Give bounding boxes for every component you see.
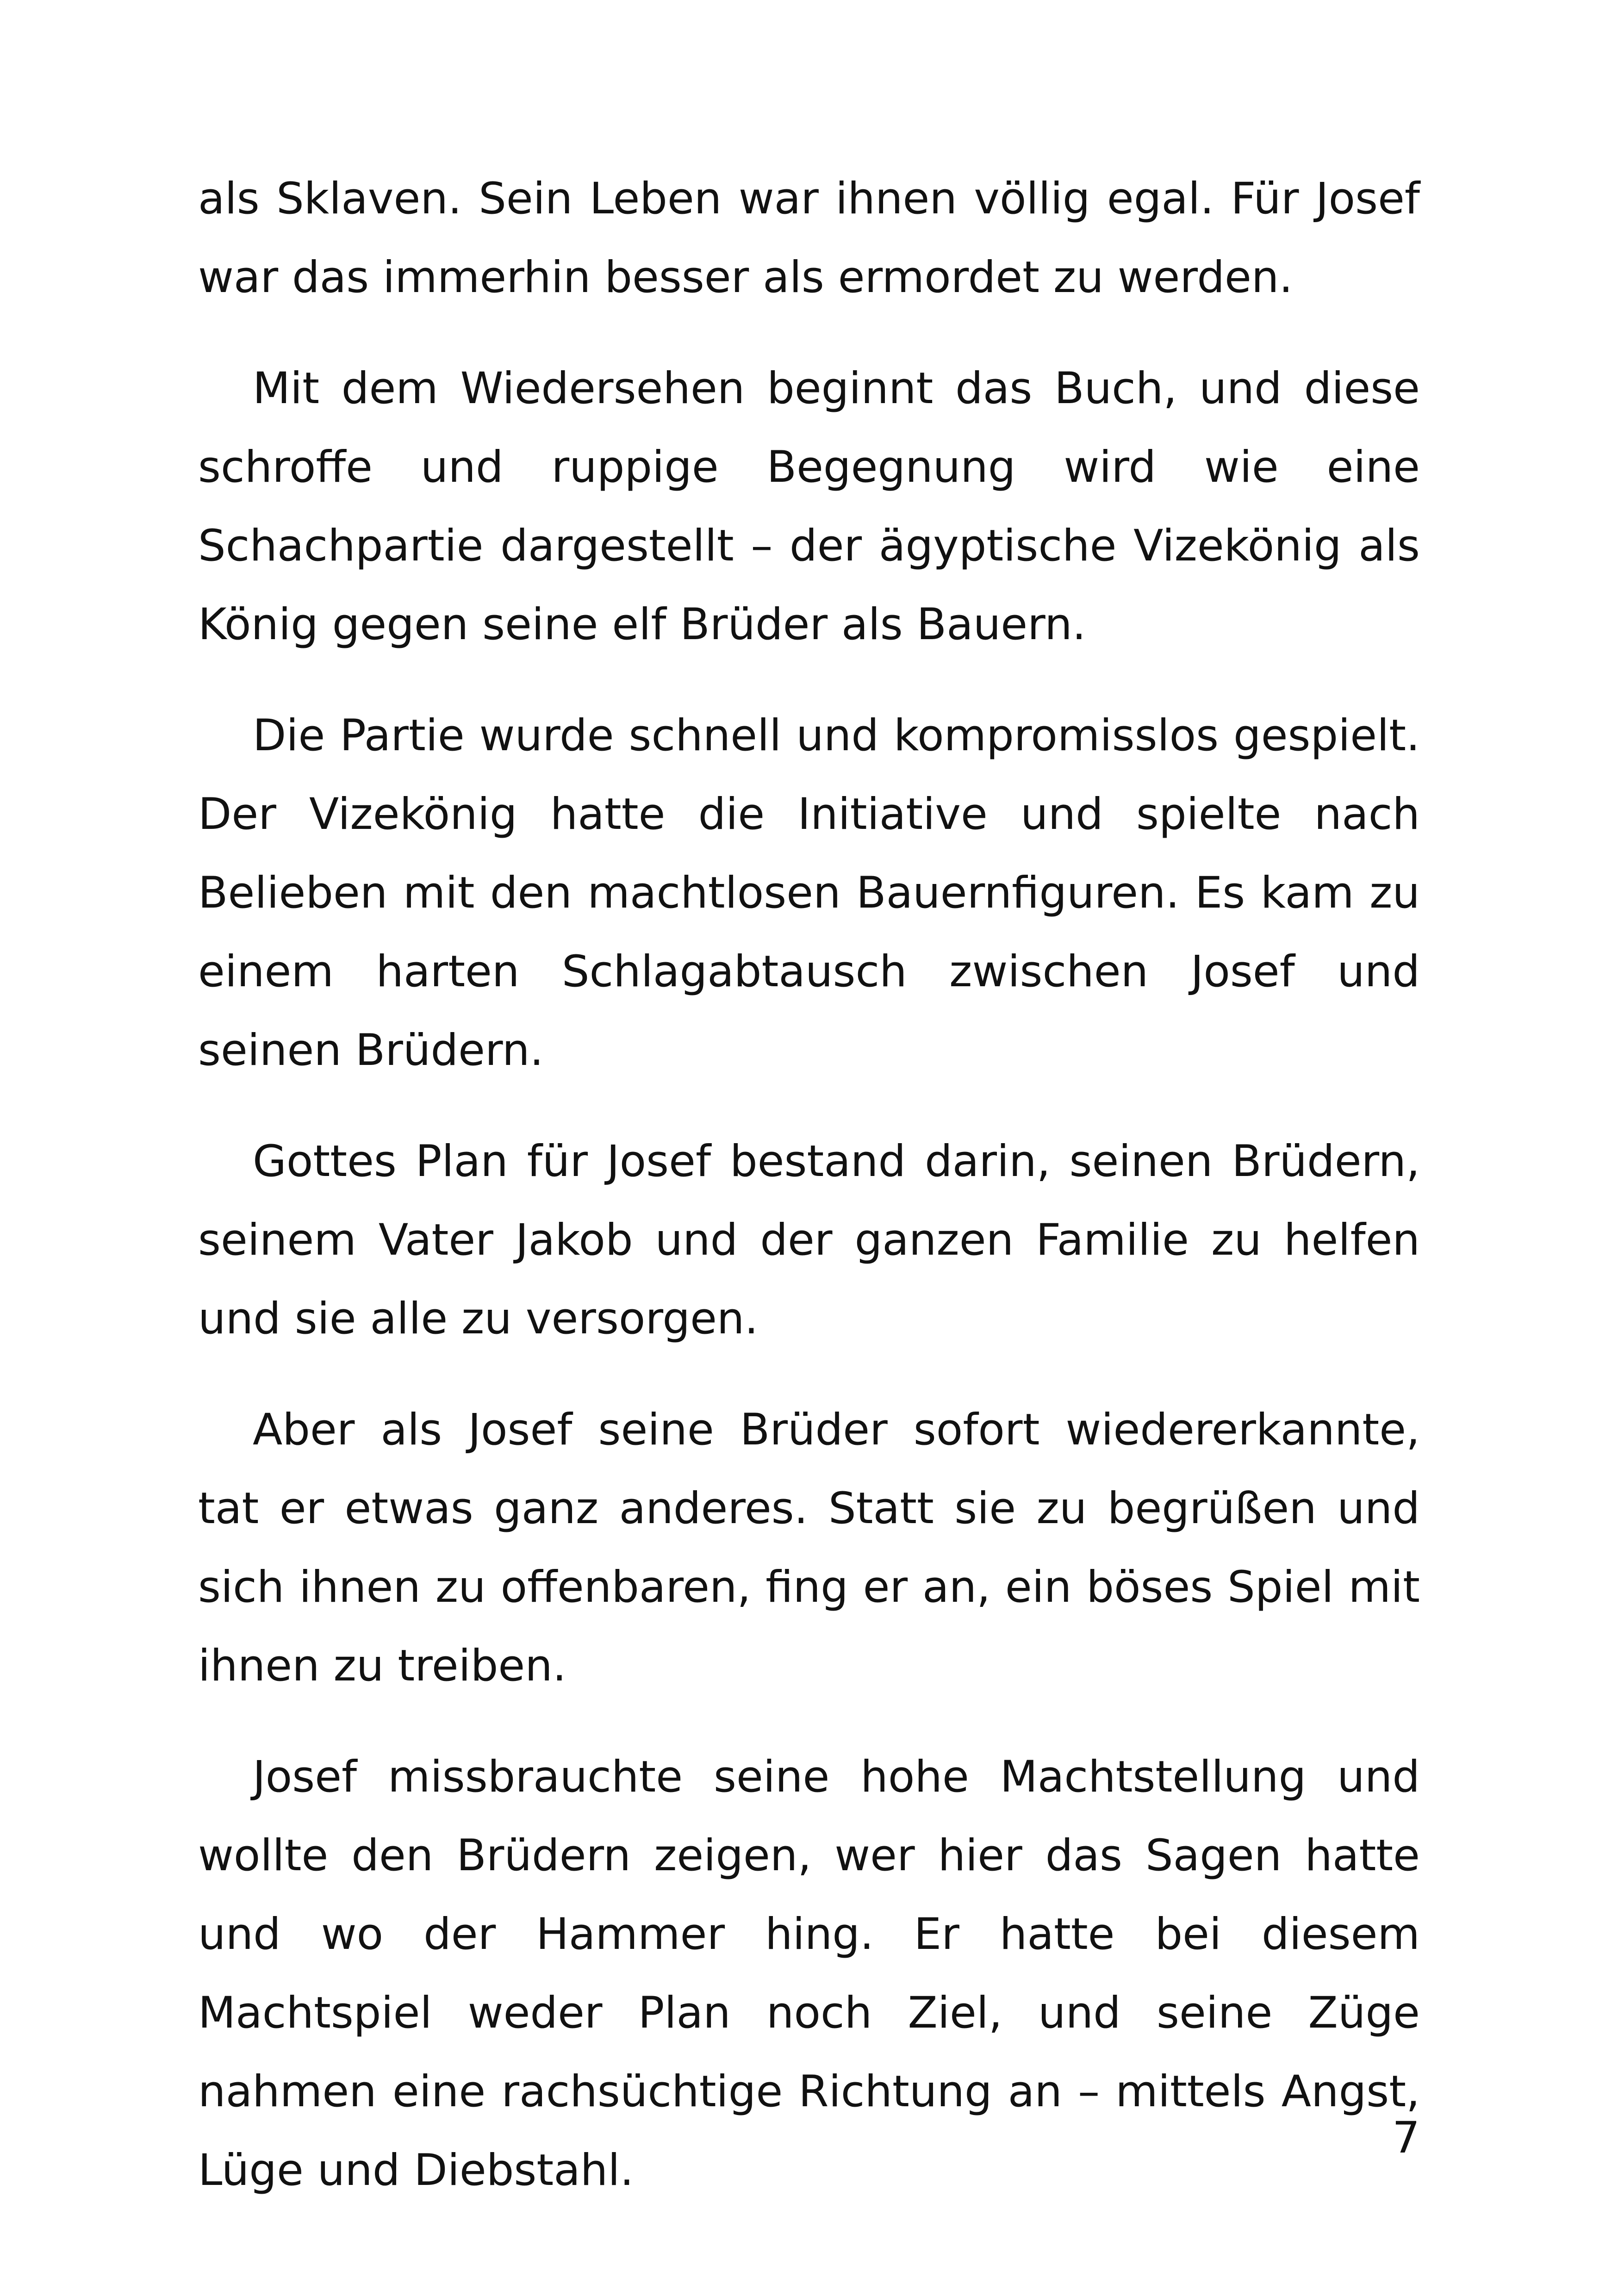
paragraph-wiedersehen: Mit dem Wiedersehen beginnt das Buch, und diese schroffe und ruppige Begegnung wird wie eine Schachpartie dargestellt – der ägyptische Vizekönig als König gegen seine elf Brüder als Bauern.	[198, 363, 1420, 650]
paragraph-machtstellung: Josef missbrauchte seine hohe Machtstellung und wollte den Brüdern zeigen, wer hier das Sagen hatte und wo der Hammer hing. Er hatte bei diesem Machtspiel weder Plan noch Ziel, und seine Züge nahmen eine rachsüchtige Richtung an – mittels Angst, Lüge und Diebstahl.	[198, 1752, 1420, 2196]
paragraph-wiedererkannte: Aber als Josef seine Brüder sofort wiedererkannte, tat er etwas ganz anderes. Statt sie zu begrüßen und sich ihnen zu offenbaren, fing er an, ein böses Spiel mit ihnen zu treiben.	[198, 1405, 1420, 1691]
paragraph-gottes-plan: Gottes Plan für Josef bestand darin, seinen Brüdern, seinem Vater Jakob und der ganzen Familie zu helfen und sie alle zu versorgen.	[198, 1136, 1420, 1344]
paragraph-partie: Die Partie wurde schnell und kompromisslos gespielt. Der Vizekönig hatte die Initiative und spielte nach Belieben mit den machtlosen Bauernfiguren. Es kam zu einem harten Schlagabtausch zwischen Josef und seinen Brüdern.	[198, 710, 1420, 1076]
paragraph-continuation: als Sklaven. Sein Leben war ihnen völlig egal. Für Josef war das immerhin besser als ermordet zu werden.	[198, 174, 1420, 303]
page-number: 7	[1392, 2113, 1420, 2163]
body-text	[198, 160, 1420, 2242]
